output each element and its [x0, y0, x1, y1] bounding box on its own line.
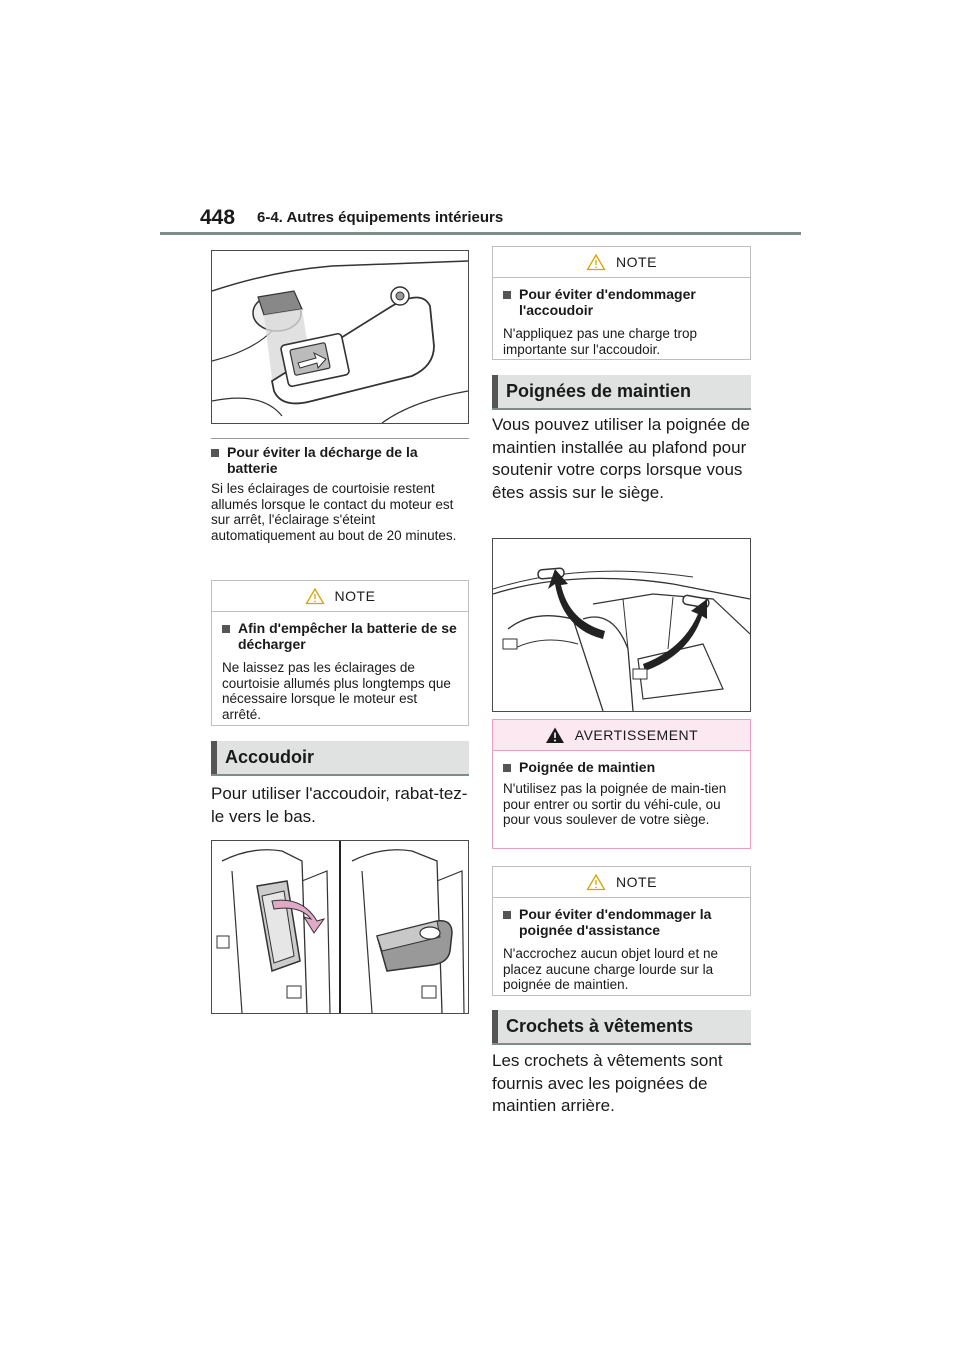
battery-section — [211, 444, 469, 543]
note-title: Afin d'empêcher la batterie de se décharger — [222, 620, 458, 652]
square-bullet-icon — [211, 444, 222, 476]
heading-rule — [492, 408, 751, 410]
note-header — [493, 867, 750, 898]
warning-text: N'utilisez pas la poignée de main-tien pour entrer ou sortir du véhi-cule, ou pour vous soulever de votre siège. — [503, 781, 727, 827]
note-label: NOTE — [616, 254, 657, 270]
divider — [211, 438, 469, 439]
hooks-text: Les crochets à vêtements sont fournis avec les poignées de maintien arrière. — [492, 1051, 723, 1115]
warning-triangle-icon — [545, 726, 565, 744]
square-bullet-icon — [503, 906, 514, 938]
warning-header — [493, 720, 750, 751]
note-armrest — [492, 246, 751, 360]
hooks-heading: Crochets à vêtements — [492, 1010, 751, 1043]
square-bullet-icon — [503, 759, 514, 775]
warning-title: Poignée de maintien — [503, 759, 740, 775]
armrest-illustration — [211, 840, 469, 1014]
caution-triangle-icon — [586, 253, 606, 271]
note-title: Pour éviter d'endommager l'accoudoir — [503, 286, 740, 318]
caution-triangle-icon — [305, 587, 325, 605]
warning-label: AVERTISSEMENT — [574, 727, 699, 743]
armrest-text: Pour utiliser l'accoudoir, rabat-tez-le vers le bas. — [211, 784, 468, 826]
note-text: Ne laissez pas les éclairages de courtoisie allumés plus longtemps que nécessaire lorsque le moteur est arrêté. — [222, 660, 451, 722]
warning-grip — [492, 719, 751, 849]
caution-triangle-icon — [586, 873, 606, 891]
grips-heading-block — [492, 375, 751, 410]
square-bullet-icon — [503, 286, 514, 318]
note-header — [212, 581, 468, 612]
note-battery — [211, 580, 469, 726]
note-text: N'appliquez pas une charge trop importante sur l'accoudoir. — [503, 326, 697, 357]
note-label: NOTE — [616, 874, 657, 890]
heading-rule — [492, 1043, 751, 1045]
note-text: N'accrochez aucun objet lourd et ne placez aucune charge lourde sur la poignée de maintien. — [503, 946, 718, 992]
note-grip — [492, 866, 751, 996]
note-label: NOTE — [334, 588, 376, 604]
header-rule — [160, 232, 801, 235]
assist-grips-illustration — [492, 538, 751, 712]
hooks-heading-block — [492, 1010, 751, 1045]
square-bullet-icon — [222, 620, 233, 652]
note-title: Pour éviter d'endommager la poignée d'assistance — [503, 906, 740, 938]
courtesy-light-illustration — [211, 250, 469, 424]
battery-text: Si les éclairages de courtoisie restent allumés lorsque le contact du moteur est sur arrêt, l'éclairage s'éteint automatiquement au bout de 20 minutes. — [211, 481, 457, 543]
heading-rule — [211, 774, 469, 776]
armrest-heading: Accoudoir — [211, 741, 469, 774]
grips-heading: Poignées de maintien — [492, 375, 751, 408]
battery-title: Pour éviter la décharge de la batterie — [211, 444, 469, 476]
grips-text: Vous pouvez utiliser la poignée de maintien installée au plafond pour soutenir votre corps lorsque vous êtes assis sur le siège. — [492, 415, 751, 502]
page-number: 448 — [200, 206, 236, 229]
armrest-heading-block — [211, 741, 469, 776]
chapter-title: 6-4. Autres équipements intérieurs — [257, 209, 504, 226]
note-header — [493, 247, 750, 278]
